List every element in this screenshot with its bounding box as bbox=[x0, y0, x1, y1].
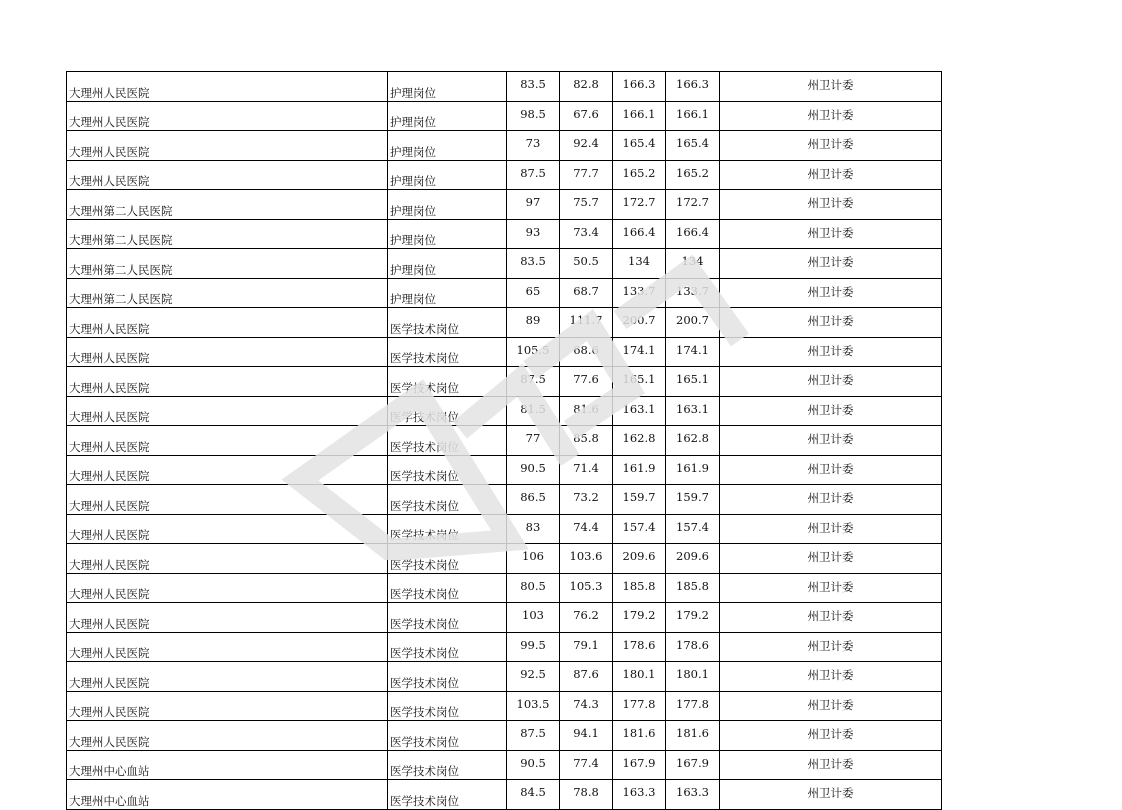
dept-cell: 州卫计委 bbox=[720, 485, 942, 515]
post-cell: 医学技术岗位 bbox=[388, 662, 507, 692]
unit-cell: 大理州人民医院 bbox=[67, 603, 388, 633]
post-cell: 医学技术岗位 bbox=[388, 691, 507, 721]
dept-cell: 州卫计委 bbox=[720, 219, 942, 249]
final-cell: 159.7 bbox=[666, 485, 720, 515]
score2-cell: 77.4 bbox=[560, 750, 613, 780]
score1-cell: 93 bbox=[507, 219, 560, 249]
dept-cell: 州卫计委 bbox=[720, 101, 942, 131]
score2-cell: 73.2 bbox=[560, 485, 613, 515]
unit-cell: 大理州人民医院 bbox=[67, 72, 388, 102]
score1-cell: 99.5 bbox=[507, 632, 560, 662]
table-row bbox=[67, 101, 942, 131]
post-cell: 医学技术岗位 bbox=[388, 780, 507, 810]
table-row bbox=[67, 278, 942, 308]
total-cell: 177.8 bbox=[613, 691, 666, 721]
total-cell: 133.7 bbox=[613, 278, 666, 308]
total-cell: 166.3 bbox=[613, 72, 666, 102]
final-cell: 165.4 bbox=[666, 131, 720, 161]
table-body bbox=[67, 72, 942, 810]
final-cell: 162.8 bbox=[666, 426, 720, 456]
score2-cell: 50.5 bbox=[560, 249, 613, 279]
table-row bbox=[67, 721, 942, 751]
table-row bbox=[67, 337, 942, 367]
dept-cell: 州卫计委 bbox=[720, 544, 942, 574]
score2-cell: 73.4 bbox=[560, 219, 613, 249]
score2-cell: 111.7 bbox=[560, 308, 613, 338]
final-cell: 174.1 bbox=[666, 337, 720, 367]
table-row bbox=[67, 603, 942, 633]
final-cell: 185.8 bbox=[666, 573, 720, 603]
score1-cell: 97 bbox=[507, 190, 560, 220]
post-cell: 护理岗位 bbox=[388, 278, 507, 308]
unit-cell: 大理州人民医院 bbox=[67, 160, 388, 190]
dept-cell: 州卫计委 bbox=[720, 662, 942, 692]
score2-cell: 81.6 bbox=[560, 396, 613, 426]
final-cell: 161.9 bbox=[666, 455, 720, 485]
final-cell: 163.1 bbox=[666, 396, 720, 426]
table-row bbox=[67, 455, 942, 485]
total-cell: 209.6 bbox=[613, 544, 666, 574]
score-table bbox=[66, 71, 942, 810]
unit-cell: 大理州第二人民医院 bbox=[67, 249, 388, 279]
total-cell: 174.1 bbox=[613, 337, 666, 367]
total-cell: 180.1 bbox=[613, 662, 666, 692]
score2-cell: 74.3 bbox=[560, 691, 613, 721]
score2-cell: 87.6 bbox=[560, 662, 613, 692]
dept-cell: 州卫计委 bbox=[720, 278, 942, 308]
dept-cell: 州卫计委 bbox=[720, 396, 942, 426]
table-row bbox=[67, 691, 942, 721]
score1-cell: 84.5 bbox=[507, 780, 560, 810]
total-cell: 167.9 bbox=[613, 750, 666, 780]
unit-cell: 大理州人民医院 bbox=[67, 632, 388, 662]
score1-cell: 90.5 bbox=[507, 455, 560, 485]
dept-cell: 州卫计委 bbox=[720, 308, 942, 338]
final-cell: 179.2 bbox=[666, 603, 720, 633]
unit-cell: 大理州人民医院 bbox=[67, 573, 388, 603]
post-cell: 医学技术岗位 bbox=[388, 396, 507, 426]
score1-cell: 80.5 bbox=[507, 573, 560, 603]
post-cell: 医学技术岗位 bbox=[388, 573, 507, 603]
post-cell: 医学技术岗位 bbox=[388, 603, 507, 633]
score2-cell: 68.6 bbox=[560, 337, 613, 367]
post-cell: 护理岗位 bbox=[388, 131, 507, 161]
final-cell: 181.6 bbox=[666, 721, 720, 751]
unit-cell: 大理州人民医院 bbox=[67, 426, 388, 456]
total-cell: 185.8 bbox=[613, 573, 666, 603]
dept-cell: 州卫计委 bbox=[720, 190, 942, 220]
score2-cell: 78.8 bbox=[560, 780, 613, 810]
table-row bbox=[67, 632, 942, 662]
post-cell: 医学技术岗位 bbox=[388, 750, 507, 780]
table-row bbox=[67, 160, 942, 190]
unit-cell: 大理州第二人民医院 bbox=[67, 278, 388, 308]
unit-cell: 大理州人民医院 bbox=[67, 721, 388, 751]
dept-cell: 州卫计委 bbox=[720, 691, 942, 721]
score2-cell: 71.4 bbox=[560, 455, 613, 485]
total-cell: 166.1 bbox=[613, 101, 666, 131]
unit-cell: 大理州第二人民医院 bbox=[67, 190, 388, 220]
total-cell: 165.2 bbox=[613, 160, 666, 190]
dept-cell: 州卫计委 bbox=[720, 514, 942, 544]
score1-cell: 90.5 bbox=[507, 750, 560, 780]
final-cell: 178.6 bbox=[666, 632, 720, 662]
unit-cell: 大理州人民医院 bbox=[67, 485, 388, 515]
total-cell: 166.4 bbox=[613, 219, 666, 249]
post-cell: 医学技术岗位 bbox=[388, 485, 507, 515]
post-cell: 医学技术岗位 bbox=[388, 544, 507, 574]
score1-cell: 77 bbox=[507, 426, 560, 456]
post-cell: 护理岗位 bbox=[388, 190, 507, 220]
post-cell: 护理岗位 bbox=[388, 101, 507, 131]
unit-cell: 大理州人民医院 bbox=[67, 544, 388, 574]
final-cell: 133.7 bbox=[666, 278, 720, 308]
final-cell: 209.6 bbox=[666, 544, 720, 574]
score2-cell: 77.7 bbox=[560, 160, 613, 190]
unit-cell: 大理州人民医院 bbox=[67, 337, 388, 367]
total-cell: 181.6 bbox=[613, 721, 666, 751]
dept-cell: 州卫计委 bbox=[720, 603, 942, 633]
post-cell: 医学技术岗位 bbox=[388, 455, 507, 485]
table-row bbox=[67, 249, 942, 279]
score1-cell: 98.5 bbox=[507, 101, 560, 131]
dept-cell: 州卫计委 bbox=[720, 131, 942, 161]
score1-cell: 87.5 bbox=[507, 367, 560, 397]
total-cell: 134 bbox=[613, 249, 666, 279]
post-cell: 医学技术岗位 bbox=[388, 337, 507, 367]
dept-cell: 州卫计委 bbox=[720, 750, 942, 780]
unit-cell: 大理州人民医院 bbox=[67, 455, 388, 485]
dept-cell: 州卫计委 bbox=[720, 337, 942, 367]
table-row bbox=[67, 72, 942, 102]
score2-cell: 74.4 bbox=[560, 514, 613, 544]
final-cell: 166.1 bbox=[666, 101, 720, 131]
score2-cell: 85.8 bbox=[560, 426, 613, 456]
score1-cell: 106 bbox=[507, 544, 560, 574]
final-cell: 165.1 bbox=[666, 367, 720, 397]
unit-cell: 大理州人民医院 bbox=[67, 367, 388, 397]
post-cell: 医学技术岗位 bbox=[388, 514, 507, 544]
final-cell: 180.1 bbox=[666, 662, 720, 692]
post-cell: 护理岗位 bbox=[388, 160, 507, 190]
score1-cell: 81.5 bbox=[507, 396, 560, 426]
score2-cell: 76.2 bbox=[560, 603, 613, 633]
unit-cell: 大理州第二人民医院 bbox=[67, 219, 388, 249]
final-cell: 157.4 bbox=[666, 514, 720, 544]
post-cell: 护理岗位 bbox=[388, 72, 507, 102]
score1-cell: 83 bbox=[507, 514, 560, 544]
dept-cell: 州卫计委 bbox=[720, 72, 942, 102]
final-cell: 134 bbox=[666, 249, 720, 279]
unit-cell: 大理州人民医院 bbox=[67, 514, 388, 544]
unit-cell: 大理州中心血站 bbox=[67, 750, 388, 780]
total-cell: 179.2 bbox=[613, 603, 666, 633]
final-cell: 172.7 bbox=[666, 190, 720, 220]
post-cell: 医学技术岗位 bbox=[388, 721, 507, 751]
final-cell: 163.3 bbox=[666, 780, 720, 810]
final-cell: 177.8 bbox=[666, 691, 720, 721]
dept-cell: 州卫计委 bbox=[720, 780, 942, 810]
dept-cell: 州卫计委 bbox=[720, 455, 942, 485]
table-row bbox=[67, 367, 942, 397]
score1-cell: 103.5 bbox=[507, 691, 560, 721]
total-cell: 172.7 bbox=[613, 190, 666, 220]
total-cell: 178.6 bbox=[613, 632, 666, 662]
score2-cell: 79.1 bbox=[560, 632, 613, 662]
post-cell: 医学技术岗位 bbox=[388, 308, 507, 338]
score2-cell: 105.3 bbox=[560, 573, 613, 603]
dept-cell: 州卫计委 bbox=[720, 632, 942, 662]
table-row bbox=[67, 573, 942, 603]
dept-cell: 州卫计委 bbox=[720, 160, 942, 190]
table-row bbox=[67, 308, 942, 338]
score1-cell: 87.5 bbox=[507, 160, 560, 190]
score2-cell: 103.6 bbox=[560, 544, 613, 574]
unit-cell: 大理州人民医院 bbox=[67, 396, 388, 426]
total-cell: 162.8 bbox=[613, 426, 666, 456]
table-row bbox=[67, 780, 942, 810]
final-cell: 166.4 bbox=[666, 219, 720, 249]
score1-cell: 83.5 bbox=[507, 72, 560, 102]
total-cell: 161.9 bbox=[613, 455, 666, 485]
dept-cell: 州卫计委 bbox=[720, 426, 942, 456]
unit-cell: 大理州人民医院 bbox=[67, 691, 388, 721]
final-cell: 166.3 bbox=[666, 72, 720, 102]
unit-cell: 大理州人民医院 bbox=[67, 308, 388, 338]
table-row bbox=[67, 750, 942, 780]
post-cell: 护理岗位 bbox=[388, 249, 507, 279]
score2-cell: 67.6 bbox=[560, 101, 613, 131]
final-cell: 167.9 bbox=[666, 750, 720, 780]
unit-cell: 大理州人民医院 bbox=[67, 101, 388, 131]
score2-cell: 92.4 bbox=[560, 131, 613, 161]
post-cell: 医学技术岗位 bbox=[388, 426, 507, 456]
table-row bbox=[67, 396, 942, 426]
score1-cell: 92.5 bbox=[507, 662, 560, 692]
table-row bbox=[67, 662, 942, 692]
dept-cell: 州卫计委 bbox=[720, 573, 942, 603]
table-row bbox=[67, 485, 942, 515]
total-cell: 157.4 bbox=[613, 514, 666, 544]
total-cell: 159.7 bbox=[613, 485, 666, 515]
score2-cell: 94.1 bbox=[560, 721, 613, 751]
total-cell: 165.1 bbox=[613, 367, 666, 397]
score1-cell: 87.5 bbox=[507, 721, 560, 751]
total-cell: 163.1 bbox=[613, 396, 666, 426]
post-cell: 医学技术岗位 bbox=[388, 632, 507, 662]
total-cell: 163.3 bbox=[613, 780, 666, 810]
table-row bbox=[67, 426, 942, 456]
score2-cell: 75.7 bbox=[560, 190, 613, 220]
unit-cell: 大理州中心血站 bbox=[67, 780, 388, 810]
dept-cell: 州卫计委 bbox=[720, 367, 942, 397]
score2-cell: 68.7 bbox=[560, 278, 613, 308]
score2-cell: 77.6 bbox=[560, 367, 613, 397]
total-cell: 165.4 bbox=[613, 131, 666, 161]
table-row bbox=[67, 219, 942, 249]
final-cell: 165.2 bbox=[666, 160, 720, 190]
dept-cell: 州卫计委 bbox=[720, 249, 942, 279]
total-cell: 200.7 bbox=[613, 308, 666, 338]
table-row bbox=[67, 190, 942, 220]
score2-cell: 82.8 bbox=[560, 72, 613, 102]
score1-cell: 103 bbox=[507, 603, 560, 633]
score1-cell: 89 bbox=[507, 308, 560, 338]
score1-cell: 83.5 bbox=[507, 249, 560, 279]
unit-cell: 大理州人民医院 bbox=[67, 131, 388, 161]
post-cell: 护理岗位 bbox=[388, 219, 507, 249]
table-row bbox=[67, 131, 942, 161]
score1-cell: 73 bbox=[507, 131, 560, 161]
unit-cell: 大理州人民医院 bbox=[67, 662, 388, 692]
post-cell: 医学技术岗位 bbox=[388, 367, 507, 397]
score1-cell: 86.5 bbox=[507, 485, 560, 515]
dept-cell: 州卫计委 bbox=[720, 721, 942, 751]
table-row bbox=[67, 514, 942, 544]
final-cell: 200.7 bbox=[666, 308, 720, 338]
score1-cell: 65 bbox=[507, 278, 560, 308]
score1-cell: 105.5 bbox=[507, 337, 560, 367]
table-row bbox=[67, 544, 942, 574]
